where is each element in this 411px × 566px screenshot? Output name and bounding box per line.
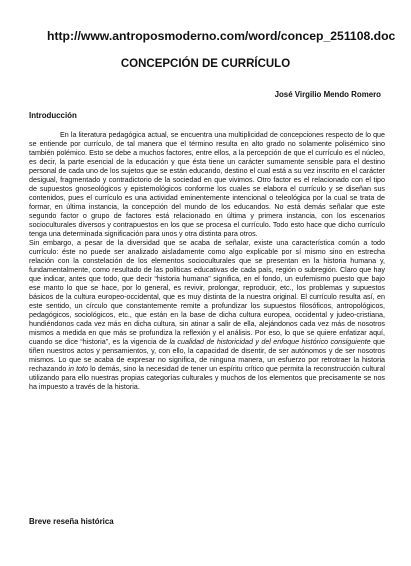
document-author: José Virgilio Mendo Romero [274,90,381,99]
section-heading-history: Breve reseña histórica [29,517,114,526]
paragraph-2-italic-in-toto: in toto [68,365,88,373]
paragraph-1: En la literatura pedagógica actual, se encuentra una multiplicidad de concepciones respecto de lo que se entiende por currículo, de tal manera que el término resulta en alto grado no solamente polisémico sino también polémico. Esto se debe a muchos factores, entre ellos, a la percepción de que el currículo es el núcleo, es decir, la parte esencial de la educación y que ésta tiene un carácter sumamente sensible para el destino personal de cada uno de los sujetos que se están educando, destino el cual está a su vez inscrito en el carácter desigual, fragmentado y contradictorio de la sociedad en que vivimos. Otro factor es el relacionado con el tipo de supuestos gnoseológicos y epistemológicos conforme los cuales se elabora el currículo y se diseñan sus contenidos, pues el currículo es una actividad eminentemente intencional o teleológica por la cual se trata de formar, en última instancia, la concepción del mundo de los educandos. No está demás señalar que este segundo factor o grupo de factores está relacionado en última y primera instancia, con los escenarios socioculturales diversos y contrapuestos en los que se procesa el currículo. Todo esto hace que dicho currículo tenga una determinada significación para unos y otra distinta para otros. [29,131,385,238]
paragraph-2 [29,239,385,392]
paragraph-2-italic-phrase: la cualidad de historicidad y del enfoque histórico consiguiente [169,338,371,346]
paragraph-2-text-c: lo demás, sino la necesidad de tener un espíritu crítico que permita la reconstrucción cultural utilizando para ello nuestras propias categorías culturales y muchos de los elementos que precisamente se nos ha impuesto a través de la historia. [29,365,385,391]
paragraph-2-text-a: Sin embargo, a pesar de la diversidad que se acaba de señalar, existe una característica común a todo currículo: éste no puede ser analizado aisladamente como algo explicable por sí mismo sino en estrecha relación con la constelación de los elementos socioculturales que se presentan en la historia humana y, fundamentalmente, como resultado de las políticas educativas de cada país, región o subregión. Claro que hay que indicar, antes que todo, que decir “historia humana” significa, en el fondo, un eufemismo puesto que bajo ese manto lo que se hace, por lo general, es revivir, prolongar, reproducir, etc., los problemas y supuestos básicos de la cultura europeo-occidental, que es muy distinta de la nuestra original. El currículo resulta así, en este sentido, un círculo que constantemente remite a profundizar los supuestos filosóficos, antropológicos, pedagógicos, sociológicos, etc., que están en la base de dicha cultura europea, occidental y judeo-cristiana, hundiéndonos cada vez más en dicha cultura, sin atinar a salir de ella, alejándonos cada vez más de nosotros mismos a medida en que más se profundiza la reflexión y el análisis. Por eso, lo que se quiere enfatizar aquí, cuando se dice “historia”, es la vigencia de [29,239,385,346]
paragraph-2-text-b: que tiñen nuestros actos y pensamientos, y, con ello, la capacidad de disentir, de ser autónomos y de ser nosotros mismos. Lo que se acaba de expresar no significa, de ninguna manera, un esfuerzo por retrotraer la historia rechazando [29,338,385,373]
document-url: http://www.antroposmoderno.com/word/concep_251108.doc [47,29,396,43]
section-heading-introduction: Introducción [29,111,77,120]
document-body [29,131,385,392]
document-title: CONCEPCIÓN DE CURRÍCULO [120,58,291,70]
